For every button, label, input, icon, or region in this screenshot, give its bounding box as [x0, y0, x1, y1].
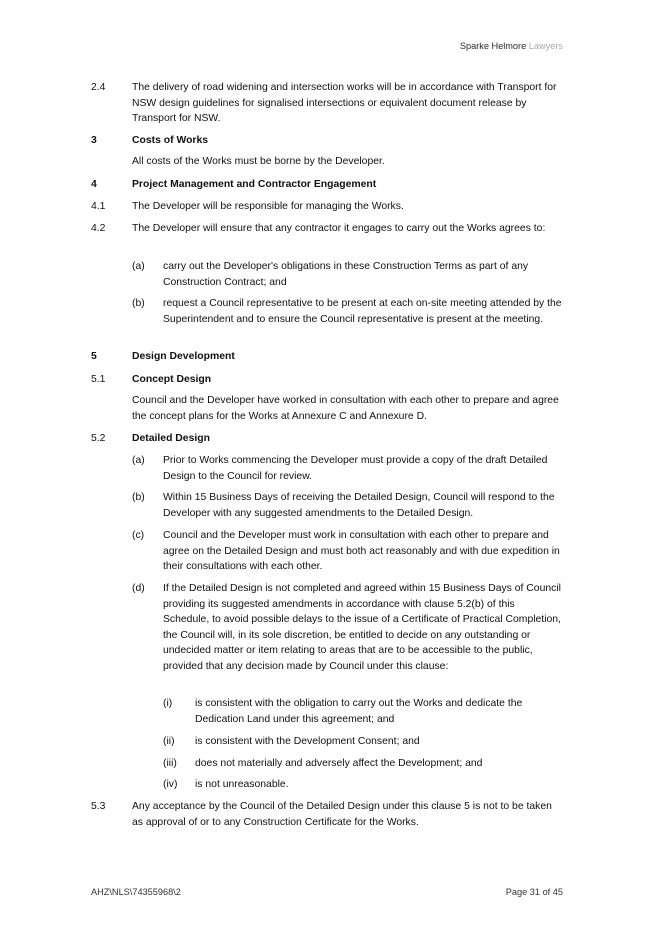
clause-text: The delivery of road widening and intersection works will be in accordance with Transport for NSW design guidelines for signalised intersections or equivalent document release by Transport for NSW.: [132, 82, 557, 125]
clause-text: All costs of the Works must be borne by the Developer.: [132, 156, 385, 167]
clause-title: Project Management and Contractor Engagement: [132, 179, 377, 190]
subitem-number: (iv): [163, 779, 178, 790]
clause-title: Concept Design: [132, 374, 212, 385]
clause-number: 2.4: [91, 82, 106, 93]
subitem-text: is not unreasonable.: [195, 779, 289, 790]
page-number: Page 31 of 45: [505, 887, 563, 897]
item-number: (b): [132, 298, 145, 309]
clause-number: 5: [91, 351, 97, 362]
item-text: carry out the Developer's obligations in these Construction Terms as part of any Construction Contract; and: [163, 261, 529, 288]
clause-title: Detailed Design: [132, 433, 210, 444]
item-number: (d): [132, 583, 145, 594]
item-text: Council and the Developer must work in consultation with each other to prepare and agree on the Detailed Design and must both act reasonably and with due expedition in their consultations with each other.: [163, 530, 560, 573]
clause-title: Costs of Works: [132, 135, 209, 146]
document-reference: AHZ\NLS\74355968\2: [91, 887, 181, 897]
subitem-number: (i): [163, 698, 173, 709]
item-number: (c): [132, 530, 145, 541]
clause-text: Council and the Developer have worked in consultation with each other to prepare and agree the concept plans for the Works at Annexure C and Annexure D.: [132, 395, 559, 422]
item-number: (a): [132, 261, 145, 272]
clause-number: 4: [91, 179, 97, 190]
clause-text: Any acceptance by the Council of the Detailed Design under this clause 5 is not to be taken as approval of or to any Construction Certificate for the Works.: [132, 801, 552, 828]
item-text: Within 15 Business Days of receiving the Detailed Design, Council will respond to the Developer with any suggested amendments to the Detailed Design.: [163, 492, 555, 519]
subitem-number: (iii): [163, 758, 177, 769]
item-text: If the Detailed Design is not completed and agreed within 15 Business Days of Council providing its suggested amendments in accordance with clause 5.2(b) of this Schedule, to avoid possible delays to the issue of a Certificate of Practical Completion, the Council will, in its sole discretion, be entitled to decide on any outstanding or undecided matter or item relating to areas that are to be accessible to the public, provided that any decision made by Council under this clause:: [163, 583, 561, 672]
firm-suffix: Lawyers: [528, 41, 563, 51]
clause-title: Design Development: [132, 351, 235, 362]
firm-name: Sparke Helmore: [459, 41, 527, 51]
clause-number: 5.2: [91, 433, 106, 444]
page-header: [460, 41, 563, 51]
item-text: Prior to Works commencing the Developer must provide a copy of the draft Detailed Design to the Council for review.: [163, 455, 548, 482]
clause-number: 5.3: [91, 801, 106, 812]
clause-number: 4.1: [91, 201, 106, 212]
subitem-text: is consistent with the Development Consent; and: [195, 736, 420, 747]
item-text: request a Council representative to be present at each on-site meeting attended by the Superintendent and to ensure the Council representative is present at the meeting.: [163, 298, 562, 325]
item-number: (b): [132, 492, 145, 503]
clause-text: The Developer will ensure that any contractor it engages to carry out the Works agrees to:: [132, 223, 546, 234]
clause-number: 3: [91, 135, 97, 146]
subitem-text: does not materially and adversely affect the Development; and: [195, 758, 483, 769]
clause-number: 5.1: [91, 374, 106, 385]
item-number: (a): [132, 455, 145, 466]
clause-text: The Developer will be responsible for managing the Works.: [132, 201, 404, 212]
subitem-number: (ii): [163, 736, 175, 747]
subitem-text: is consistent with the obligation to carry out the Works and dedicate the Dedication Land under this agreement; and: [195, 698, 523, 725]
clause-number: 4.2: [91, 223, 106, 234]
